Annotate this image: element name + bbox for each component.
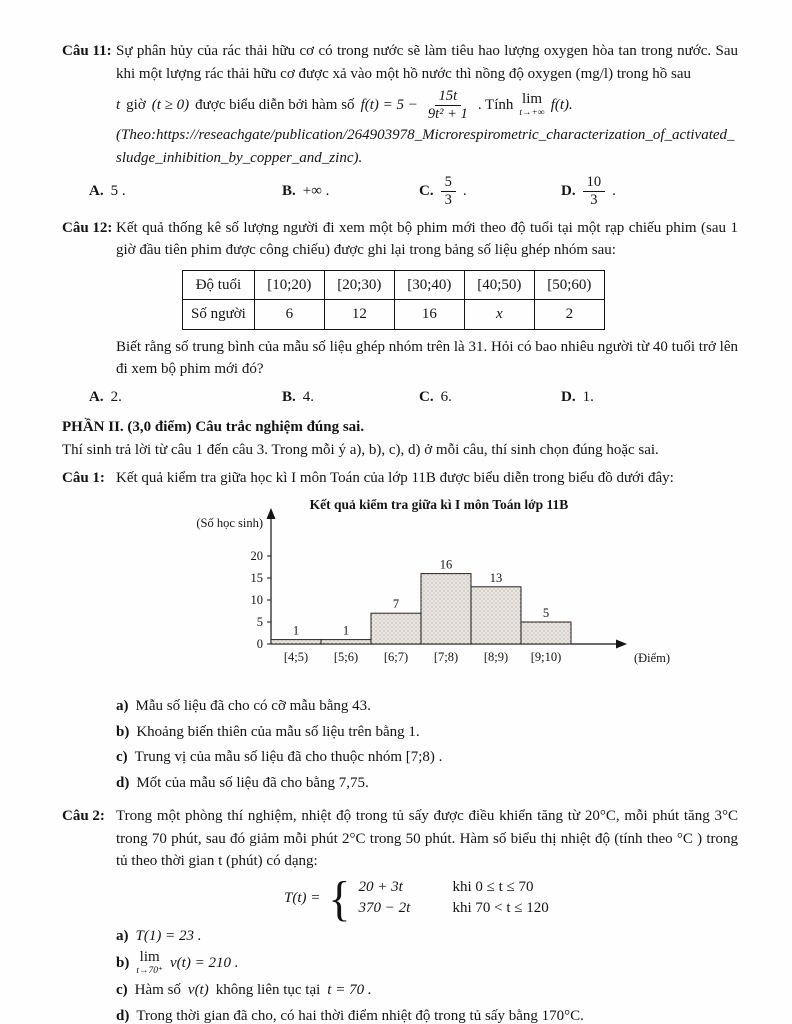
formula-intro-text: được biểu diễn bởi hàm số — [195, 96, 355, 113]
statement-a-label: a) — [116, 698, 129, 715]
piecewise-cases — [358, 878, 548, 919]
statement-c-function: v(t) — [187, 982, 209, 999]
option-a-label: A. — [89, 388, 104, 405]
question-11-options — [89, 174, 738, 208]
statement-c-text: Trung vị của mẫu số liệu đã cho thuộc nhóm [7;8) . — [134, 749, 443, 766]
option-c — [419, 386, 561, 409]
bar-value-label: 1 — [342, 623, 350, 638]
statement-d-label: d) — [116, 1007, 130, 1024]
bar-5 — [521, 622, 571, 644]
cell-age-2: [20;30) — [324, 270, 394, 300]
y-tick-label: 5 — [256, 614, 263, 629]
option-b-label: B. — [282, 388, 296, 405]
cell-age-3: [30;40) — [394, 270, 464, 300]
bar-value-label: 16 — [439, 557, 453, 572]
statement-b-label: b) — [116, 955, 130, 972]
option-c-label: C. — [419, 183, 434, 200]
question-p2-2 — [62, 805, 738, 1024]
piecewise-lhs: T(t) = — [284, 889, 321, 906]
option-d-fraction — [583, 174, 606, 208]
chart-xlabel: (Điểm) — [633, 650, 671, 665]
option-c-value: 6. — [440, 388, 452, 405]
y-tick-label: 10 — [250, 592, 263, 607]
option-b-label: B. — [282, 183, 296, 200]
cell-count-x: x — [464, 300, 534, 330]
histogram-container — [171, 494, 738, 690]
statement-c2-b — [116, 950, 738, 976]
limit-target: f(t). — [550, 96, 573, 113]
question-p2-2-label: Câu 2: — [62, 808, 105, 825]
y-tick-label: 20 — [250, 548, 263, 563]
statement-c-pre: Hàm số — [134, 982, 181, 999]
cell-age-header: Độ tuổi — [183, 270, 255, 300]
option-d-numerator: 10 — [583, 174, 606, 192]
fraction — [424, 88, 472, 122]
x-tick-label: [9;10) — [530, 649, 562, 664]
question-p2-2-intro: Trong một phòng thí nghiệm, nhiệt độ trong tủ sấy được điều khiển tăng từ 20°C, mỗi phút tăng 3°C trong 70 phút, sau đó giảm mỗi phút 2°C trong 50 phút. Hàm số biểu thị nhiệt độ (tính theo °C ) trong tủ theo thời gian t (phút) có dạng: — [116, 808, 738, 870]
statement-b-label: b) — [116, 723, 130, 740]
cell-count-1: 6 — [254, 300, 324, 330]
question-11 — [62, 40, 738, 209]
question-12-outro: Biết rằng số trung bình của mẫu số liệu ghép nhóm trên là 31. Hỏi có bao nhiêu người từ 40 tuổi trở lên đi xem bộ phim mới đó? — [116, 338, 738, 378]
statement-d-label: d) — [116, 774, 130, 791]
x-tick-label: [4;5) — [283, 649, 309, 664]
cell-age-1: [10;20) — [254, 270, 324, 300]
statement-c-end: t = 70 . — [327, 982, 372, 999]
statement-a-label: a) — [116, 927, 129, 944]
statement-c1-b — [116, 721, 738, 744]
option-a — [89, 180, 282, 203]
piecewise-function — [284, 871, 738, 925]
statement-c-label: c) — [116, 982, 128, 999]
y-tick-label: 0 — [256, 636, 263, 651]
y-axis-arrow — [267, 508, 276, 519]
statement-b-text: Khoảng biến thiên của mẫu số liệu trên bằng 1. — [136, 723, 420, 740]
option-a-value: 5 . — [110, 183, 126, 200]
y-tick-label: 15 — [250, 570, 263, 585]
word-gio: giờ — [126, 96, 146, 113]
case-2-expression: 370 − 2t — [358, 900, 411, 917]
bars-group — [271, 557, 571, 643]
statement-c1-c — [116, 746, 738, 769]
statement-d-text: Mốt của mẫu số liệu đã cho bằng 7,75. — [136, 774, 369, 791]
option-c-denominator: 3 — [444, 192, 452, 209]
histogram-chart — [171, 494, 681, 682]
question-p2-1-label: Câu 1: — [62, 470, 105, 487]
option-a-label: A. — [89, 183, 104, 200]
bar-1 — [321, 639, 371, 643]
bar-value-label: 13 — [489, 570, 503, 585]
option-c-fraction — [441, 174, 456, 208]
chart-ylabel: (Số học sinh) — [196, 515, 263, 530]
option-c-period: . — [462, 183, 467, 200]
cell-age-5: [50;60) — [534, 270, 604, 300]
cell-count-2: 12 — [324, 300, 394, 330]
bar-0 — [271, 639, 321, 643]
option-d — [561, 386, 738, 409]
part2-subheading: Thí sinh trả lời từ câu 1 đến câu 3. Trong mỗi ý a), b), c), d) ở mỗi câu, thí sinh chọn đúng hoặc sai. — [62, 441, 659, 458]
question-p2-1-intro: Kết quả kiểm tra giữa học kì I môn Toán của lớp 11B được biểu diễn trong biểu đồ dưới đây: — [116, 470, 674, 487]
x-tick-label: [5;6) — [333, 649, 359, 664]
statement-c2-d — [116, 1005, 738, 1024]
yticks-group — [251, 549, 272, 651]
fraction-numerator: 15t — [435, 88, 462, 106]
statement-d-text: Trong thời gian đã cho, có hai thời điểm nhiệt độ trong tủ sấy bằng 170°C. — [136, 1007, 584, 1024]
case-2-condition: khi 70 < t ≤ 120 — [452, 900, 549, 917]
statement-c2-a — [116, 925, 738, 948]
cell-count-3: 16 — [394, 300, 464, 330]
xlabels-group — [284, 650, 561, 664]
option-b — [282, 386, 419, 409]
option-a — [89, 386, 282, 409]
question-p2-1 — [62, 467, 738, 797]
bar-value-label: 5 — [542, 605, 550, 620]
table-row-counts — [183, 300, 605, 330]
limit-notation — [136, 950, 163, 976]
statement-a-text: Mẫu số liệu đã cho có cỡ mẫu bằng 43. — [135, 698, 371, 715]
fraction-denominator: 9t² + 1 — [427, 105, 468, 122]
question-11-label: Câu 11: — [62, 43, 112, 59]
option-c — [419, 174, 561, 208]
option-c-numerator: 5 — [441, 174, 456, 192]
bar-value-label: 7 — [392, 596, 400, 611]
question-12-intro: Kết quả thống kê số lượng người đi xem một bộ phim mới theo độ tuổi tại một rạp chiếu phim (sau 1 giờ đầu tiên phim được công chiếu) được ghi lại trong bảng số liệu ghép nhóm sau: — [116, 219, 738, 259]
table-row-ages — [183, 270, 605, 300]
x-tick-label: [8;9) — [483, 649, 509, 664]
citation-text: (Theo:https://reseachgate/publication/264903978_Microrespirometric_characterization_of_activated_sludge_inhibition_by_copper_and_zinc). — [116, 127, 735, 166]
statement-a-text: T(1) = 23 . — [135, 927, 202, 944]
x-tick-label: [7;8) — [433, 649, 459, 664]
statement-c-label: c) — [116, 749, 128, 766]
x-tick-label: [6;7) — [383, 649, 409, 664]
question-12-options — [89, 386, 738, 409]
limit-main: lim — [139, 949, 160, 966]
function-expression: f(t) = 5 − — [360, 96, 418, 113]
question-12 — [62, 217, 738, 409]
case-1-condition: khi 0 ≤ t ≤ 70 — [452, 878, 534, 895]
limit-subscript: t→70⁺ — [136, 965, 163, 976]
option-a-value: 2. — [110, 388, 122, 405]
frequency-table — [182, 270, 605, 330]
option-d-label: D. — [561, 183, 576, 200]
limit-subscript: t→+∞ — [519, 107, 545, 118]
x-axis-arrow — [616, 639, 627, 648]
chart-title: Kết quả kiểm tra giữa kì I môn Toán lớp 11B — [309, 496, 569, 512]
piecewise-brace: { — [328, 871, 351, 925]
bar-3 — [421, 573, 471, 643]
option-d-denominator: 3 — [590, 192, 598, 209]
question-11-formula — [116, 88, 738, 122]
compute-text: . Tính — [477, 96, 514, 113]
option-d-period: . — [612, 183, 616, 200]
option-c-label: C. — [419, 388, 434, 405]
option-d-value: 1. — [582, 388, 594, 405]
domain-condition: (t ≥ 0) — [151, 96, 190, 113]
statement-c1-d — [116, 772, 738, 795]
option-b-value: 4. — [302, 388, 315, 405]
bar-value-label: 1 — [292, 623, 300, 638]
case-row-1 — [358, 878, 548, 898]
var-t: t — [116, 96, 121, 113]
case-row-2 — [358, 899, 548, 919]
option-d-label: D. — [561, 388, 576, 405]
cell-count-5: 2 — [534, 300, 604, 330]
bar-2 — [371, 613, 421, 644]
question-11-intro: Sự phân hủy của rác thải hữu cơ có trong nước sẽ làm tiêu hao lượng oxygen hòa tan trong nước. Sau khi một lượng rác thải hữu cơ được xả vào một hồ nước thì nồng độ oxygen (mg/l) trong hồ sau — [116, 43, 738, 82]
option-d — [561, 174, 738, 208]
part2-heading: PHẦN II. (3,0 điểm) Câu trắc nghiệm đúng sai. — [62, 419, 365, 436]
question-12-label: Câu 12: — [62, 219, 113, 236]
limit-main: lim — [522, 91, 543, 108]
statement-c1-a — [116, 695, 738, 718]
option-b — [282, 180, 419, 203]
option-b-value: +∞ . — [302, 183, 330, 200]
cell-age-4: [40;50) — [464, 270, 534, 300]
statement-c2-c — [116, 979, 738, 1002]
case-1-expression: 20 + 3t — [358, 878, 403, 895]
statement-b-text: v(t) = 210 . — [170, 955, 239, 972]
cell-count-header: Số người — [183, 300, 255, 330]
limit-notation — [519, 92, 544, 118]
bar-4 — [471, 586, 521, 643]
statement-c-post: không liên tục tại — [215, 982, 321, 999]
